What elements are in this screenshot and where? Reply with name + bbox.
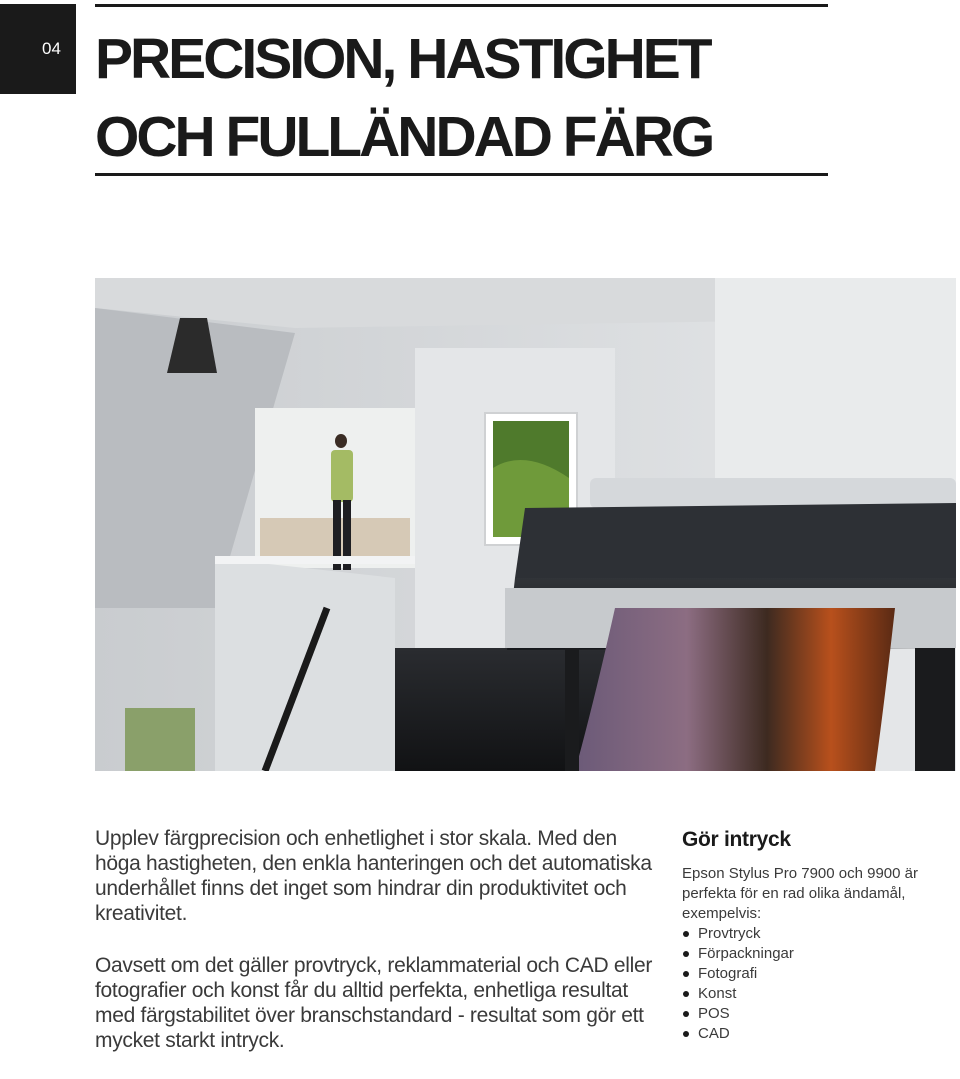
header-rule-top — [95, 4, 828, 7]
list-item: Konst — [682, 984, 952, 1004]
intro-paragraph: Upplev färgprecision och enhetlighet i stor skala. Med den höga hastigheten, den enkla hanteringen och det automatiska underhållet finns det inget som hindrar din produktivitet och kreativitet. — [95, 827, 652, 925]
hero-photo-printer-interior — [95, 278, 956, 771]
page-title-line-1: PRECISION, HASTIGHET — [95, 27, 710, 91]
use-case-list — [682, 924, 952, 1044]
page-title — [95, 20, 855, 176]
list-item: Provtryck — [682, 924, 952, 944]
list-item: Förpackningar — [682, 944, 952, 964]
list-item: Fotografi — [682, 964, 952, 984]
sidebar-text: Epson Stylus Pro 7900 och 9900 är perfekta för en rad olika ändamål, exempelvis: — [682, 865, 918, 922]
header-rule-bottom — [95, 173, 828, 176]
list-item: CAD — [682, 1024, 952, 1044]
page-number-tab — [0, 4, 76, 94]
page-title-line-2: OCH FULLÄNDAD FÄRG — [95, 105, 713, 169]
page-number: 04 — [42, 39, 61, 58]
list-item: POS — [682, 1004, 952, 1024]
body-paragraph: Oavsett om det gäller provtryck, reklammaterial och CAD eller fotografier och konst får du alltid perfekta, enhetliga resultat med färgstabilitet över branschstandard - resultat som gör ett mycket starkt intryck. — [95, 954, 653, 1052]
sidebar-heading: Gör intryck — [682, 828, 791, 851]
sidebar-box — [682, 826, 952, 1044]
